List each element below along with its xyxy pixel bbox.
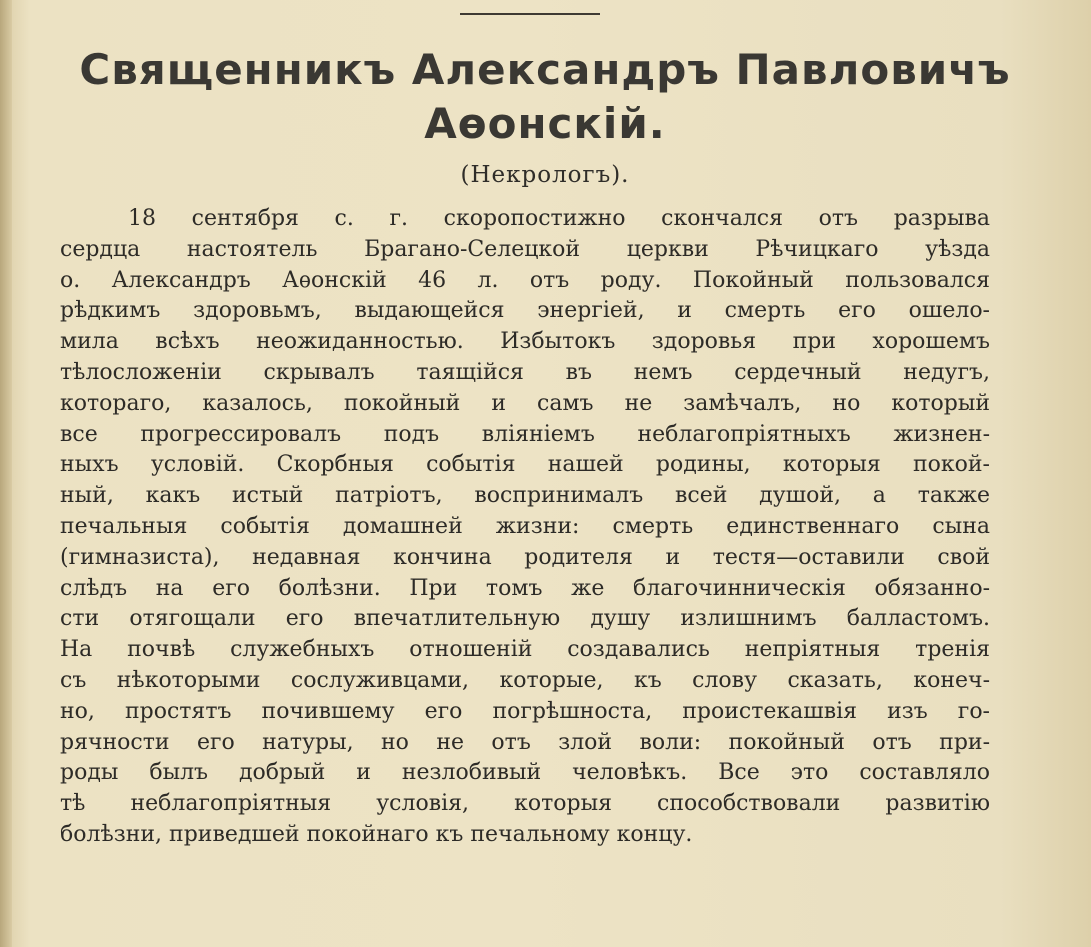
body-line: рячности его натуры, но не отъ злой воли: покойный отъ при- <box>60 729 990 755</box>
article-subtitle: (Некрологъ). <box>460 162 630 188</box>
body-line: тѣлосложеніи скрывалъ таящійся въ немъ сердечный недугъ, <box>60 359 990 385</box>
body-line: роды былъ добрый и незлобивый человѣкъ. Все это составляло <box>60 760 990 786</box>
body-line: ныхъ условій. Скорбныя событія нашей родины, которыя покой- <box>60 452 990 478</box>
body-line: слѣдъ на его болѣзни. При томъ же благочинническія обязанно- <box>60 575 990 601</box>
body-line: ный, какъ истый патріотъ, воспринималъ всей душой, а также <box>60 483 990 509</box>
body-line: (гимназиста), недавная кончина родителя и тестя—оставили свой <box>60 544 990 570</box>
body-line: все прогрессировалъ подъ вліяніемъ неблагопріятныхъ жизнен- <box>60 421 990 447</box>
body-line: съ нѣкоторыми сослуживцами, которые, къ слову сказать, конеч- <box>60 667 990 693</box>
body-line: сердца настоятель Брагано-Селецкой церкви Рѣчицкаго уѣзда <box>60 236 990 262</box>
body-line: о. Александръ Аѳонскій 46 л. отъ роду. Покойный пользовался <box>60 267 990 293</box>
article-title-line-2: Аѳонскій. <box>424 99 666 148</box>
body-line: На почвѣ служебныхъ отношеній создавались непріятныя тренія <box>60 637 990 663</box>
body-line: котораго, казалось, покойный и самъ не замѣчалъ, но который <box>60 390 990 416</box>
body-line: мила всѣхъ неожиданностью. Избытокъ здоровья при хорошемъ <box>60 329 990 355</box>
body-line: сти отягощали его впечатлительную душу излишнимъ балластомъ. <box>60 606 990 632</box>
article-body <box>60 204 990 851</box>
body-line: болѣзни, приведшей покойнаго къ печальному концу. <box>60 821 693 847</box>
article-title-line-1: Священникъ Александръ Павловичъ <box>79 45 1011 94</box>
body-line: 18 сентября с. г. скоропостижно скончался отъ разрыва <box>128 206 990 231</box>
page-binding-edge <box>0 0 12 947</box>
body-line: рѣдкимъ здоровьмъ, выдающейся энергіей, и смерть его ошело- <box>60 298 990 324</box>
body-line: печальныя событія домашней жизни: смерть единственнаго сына <box>60 513 990 539</box>
body-line: тѣ неблагопріятныя условія, которыя способствовали развитію <box>60 791 990 817</box>
top-divider-rule <box>460 13 600 15</box>
body-line: но, простятъ почившему его погрѣшноста, проистекашвія изъ го- <box>60 698 990 724</box>
